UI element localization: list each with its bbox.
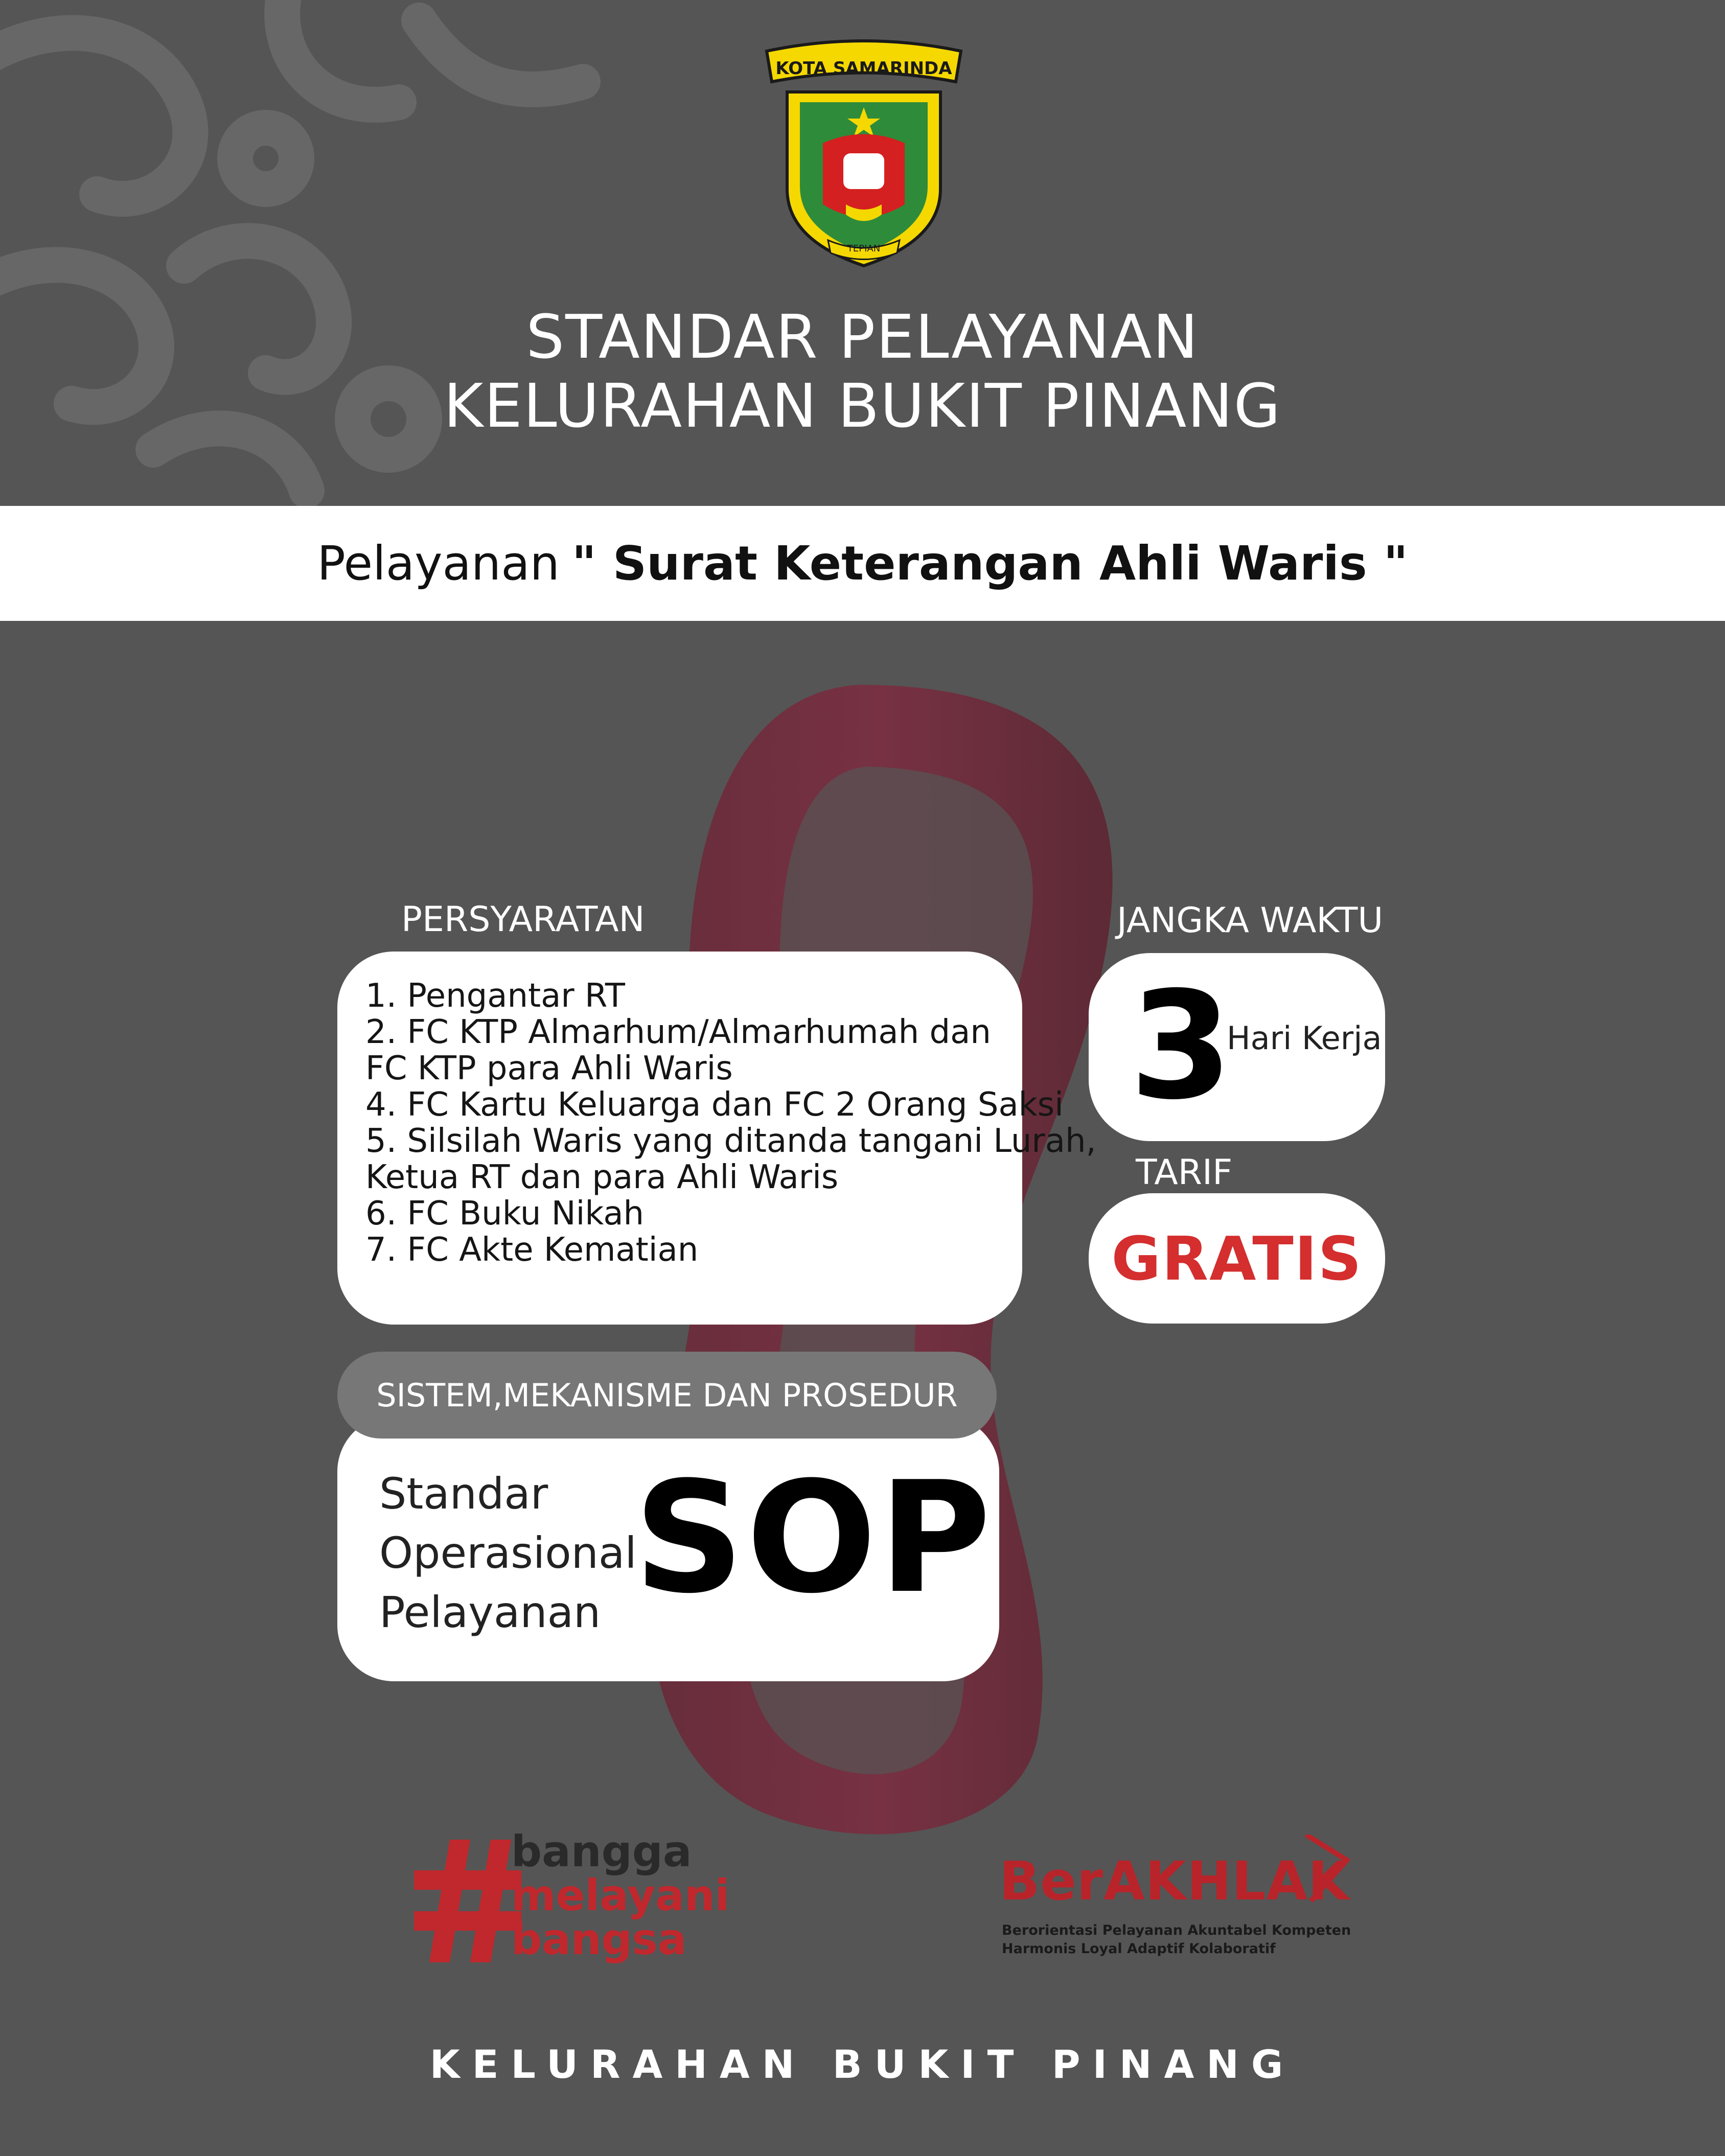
bangga-word-2: melayani — [511, 1870, 730, 1920]
requirement-item: 1. Pengantar RT — [365, 977, 625, 1015]
requirement-item: Ketua RT dan para Ahli Waris — [365, 1158, 839, 1196]
requirement-item: 6. FC Buku Nikah — [365, 1195, 645, 1233]
requirements-list — [365, 978, 1096, 1268]
requirements-card — [337, 952, 1096, 1325]
duration-unit: Hari Kerja — [1227, 1019, 1382, 1057]
tariff-card — [1089, 1193, 1385, 1324]
system-label: SISTEM,MEKANISME DAN PROSEDUR — [376, 1376, 958, 1414]
sop-card — [337, 1416, 999, 1681]
requirement-item: 5. Silsilah Waris yang ditanda tangani Lurah, — [365, 1122, 1096, 1160]
sop-acronym: SOP — [634, 1449, 993, 1627]
berakhlak-logo-title: BerAKHLAK — [999, 1850, 1350, 1912]
requirement-item: 2. FC KTP Almarhum/Almarhumah dan — [365, 1013, 991, 1051]
duration-label: JANGKA WAKTU — [1117, 900, 1384, 941]
tariff-label: TARIF — [1136, 1152, 1233, 1193]
berakhlak-tagline-line-1: Berorientasi Pelayanan Akuntabel Kompeten — [1002, 1922, 1351, 1938]
duration-value: 3 — [1130, 960, 1233, 1132]
bangga-melayani-bangsa-logo — [511, 1826, 730, 1964]
kota-samarinda-emblem — [751, 36, 976, 271]
bangga-word-3: bangsa — [511, 1914, 687, 1964]
duration-card — [1089, 953, 1385, 1141]
berakhlak-tagline — [1002, 1921, 1351, 1958]
requirement-item: FC KTP para Ahli Waris — [365, 1050, 733, 1087]
page-title-line-2: KELURAHAN BUKIT PINANG — [443, 370, 1282, 441]
sop-line-2: Operasional — [379, 1528, 637, 1578]
tariff-value: GRATIS — [1111, 1223, 1363, 1294]
system-header — [337, 1352, 997, 1439]
requirement-item: 7. FC Akte Kematian — [365, 1231, 699, 1269]
requirement-item: 4. FC Kartu Keluarga dan FC 2 Orang Saksi — [365, 1086, 1064, 1124]
hashtag-icon — [414, 1840, 521, 1962]
emblem-top-banner-text: KOTA SAMARINDA — [775, 58, 952, 79]
service-band — [0, 506, 1725, 621]
sop-line-3: Pelayanan — [379, 1587, 601, 1637]
berakhlak-tagline-line-2: Harmonis Loyal Adaptif Kolaboratif — [1002, 1941, 1276, 1957]
emblem-bottom-banner-text: TEPIAN — [847, 243, 881, 254]
page-title-line-1: STANDAR PELAYANAN — [526, 302, 1199, 372]
sop-line-1: Standar — [379, 1469, 548, 1519]
sop-description — [379, 1464, 637, 1642]
service-name: " Surat Keterangan Ahli Waris " — [571, 536, 1408, 591]
service-prefix: Pelayanan — [317, 536, 560, 591]
footer-text: KELURAHAN BUKIT PINANG — [429, 2042, 1296, 2087]
bangga-word-1: bangga — [511, 1826, 692, 1876]
requirements-label: PERSYARATAN — [401, 899, 645, 940]
